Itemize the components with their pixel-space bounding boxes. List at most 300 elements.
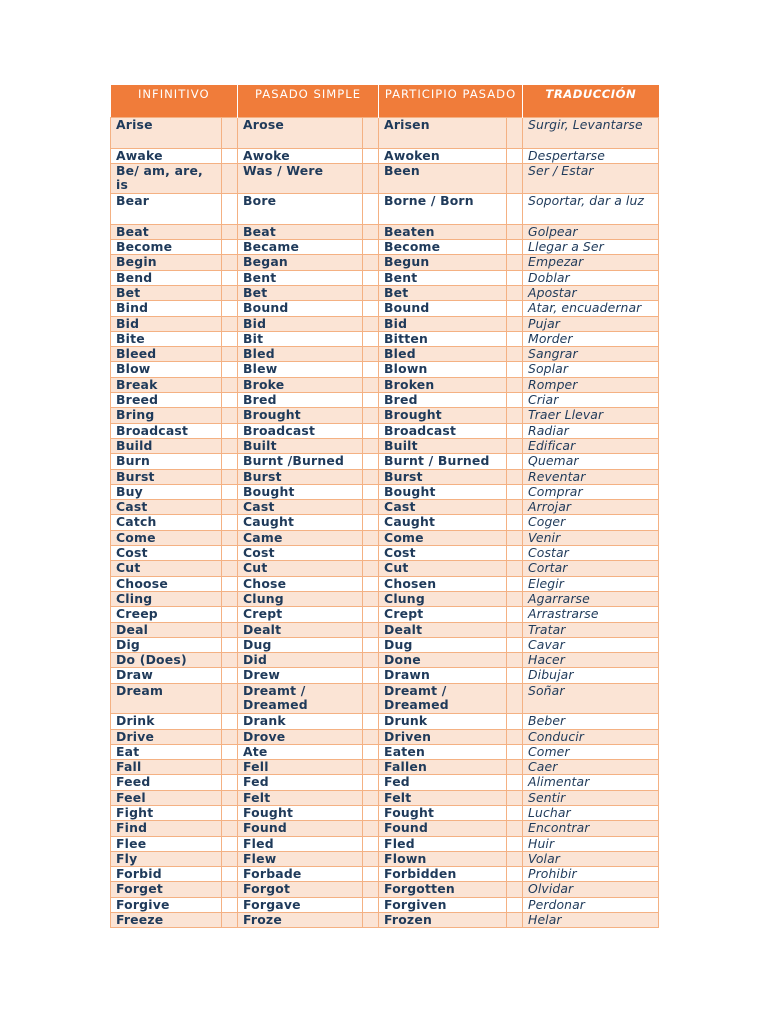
cell-spacer — [222, 821, 238, 836]
cell-spacer — [363, 607, 379, 622]
cell-spacer — [507, 316, 523, 331]
cell-traduccion: Agarrarse — [523, 591, 659, 606]
cell-pasado-simple: Built — [238, 438, 363, 453]
cell-traduccion: Alimentar — [523, 775, 659, 790]
cell-spacer — [222, 224, 238, 239]
cell-spacer — [363, 591, 379, 606]
cell-spacer — [363, 561, 379, 576]
cell-traduccion: Arrastrarse — [523, 607, 659, 622]
cell-infinitivo: Eat — [111, 744, 222, 759]
cell-spacer — [222, 591, 238, 606]
cell-spacer — [222, 393, 238, 408]
cell-pasado-simple: Bid — [238, 316, 363, 331]
cell-spacer — [507, 438, 523, 453]
cell-spacer — [363, 653, 379, 668]
table-row — [111, 301, 659, 316]
cell-infinitivo: Dream — [111, 683, 222, 714]
cell-traduccion: Perdonar — [523, 897, 659, 912]
cell-spacer — [222, 622, 238, 637]
cell-traduccion: Olvidar — [523, 882, 659, 897]
header-participio-pasado: PARTICIPIO PASADO — [379, 85, 523, 118]
cell-participio-pasado: Cut — [379, 561, 507, 576]
cell-infinitivo: Bet — [111, 285, 222, 300]
cell-infinitivo: Creep — [111, 607, 222, 622]
cell-pasado-simple: Cast — [238, 500, 363, 515]
table-row — [111, 408, 659, 423]
cell-infinitivo: Awake — [111, 148, 222, 163]
cell-spacer — [222, 805, 238, 820]
cell-spacer — [222, 897, 238, 912]
cell-spacer — [507, 729, 523, 744]
cell-pasado-simple: Began — [238, 255, 363, 270]
cell-spacer — [363, 622, 379, 637]
cell-infinitivo: Cling — [111, 591, 222, 606]
cell-pasado-simple: Froze — [238, 913, 363, 928]
cell-infinitivo: Forbid — [111, 867, 222, 882]
cell-spacer — [363, 897, 379, 912]
cell-spacer — [363, 393, 379, 408]
table-row — [111, 285, 659, 300]
cell-spacer — [507, 775, 523, 790]
cell-traduccion: Volar — [523, 851, 659, 866]
cell-spacer — [222, 500, 238, 515]
cell-infinitivo: Fight — [111, 805, 222, 820]
cell-spacer — [222, 775, 238, 790]
cell-participio-pasado: Come — [379, 530, 507, 545]
header-pasado-simple: PASADO SIMPLE — [238, 85, 379, 118]
table-row — [111, 576, 659, 591]
cell-traduccion: Venir — [523, 530, 659, 545]
cell-participio-pasado: Clung — [379, 591, 507, 606]
cell-participio-pasado: Dreamt / Dreamed — [379, 683, 507, 714]
cell-infinitivo: Buy — [111, 484, 222, 499]
cell-traduccion: Ser / Estar — [523, 163, 659, 194]
cell-spacer — [363, 224, 379, 239]
cell-traduccion: Atar, encuadernar — [523, 301, 659, 316]
table-body — [111, 118, 659, 928]
cell-pasado-simple: Forbade — [238, 867, 363, 882]
cell-participio-pasado: Brought — [379, 408, 507, 423]
cell-infinitivo: Bite — [111, 331, 222, 346]
cell-spacer — [222, 454, 238, 469]
cell-spacer — [222, 347, 238, 362]
cell-spacer — [507, 423, 523, 438]
cell-traduccion: Caer — [523, 760, 659, 775]
cell-spacer — [507, 546, 523, 561]
cell-participio-pasado: Crept — [379, 607, 507, 622]
cell-infinitivo: Feel — [111, 790, 222, 805]
cell-spacer — [507, 163, 523, 194]
cell-participio-pasado: Burnt / Burned — [379, 454, 507, 469]
cell-spacer — [363, 760, 379, 775]
cell-participio-pasado: Fought — [379, 805, 507, 820]
cell-spacer — [363, 377, 379, 392]
cell-infinitivo: Beat — [111, 224, 222, 239]
cell-spacer — [222, 668, 238, 683]
cell-spacer — [363, 347, 379, 362]
table-row — [111, 561, 659, 576]
cell-spacer — [222, 760, 238, 775]
cell-participio-pasado: Bought — [379, 484, 507, 499]
cell-spacer — [507, 347, 523, 362]
cell-infinitivo: Do (Does) — [111, 653, 222, 668]
cell-pasado-simple: Felt — [238, 790, 363, 805]
cell-pasado-simple: Fell — [238, 760, 363, 775]
table-header-row — [111, 85, 659, 118]
table-row — [111, 530, 659, 545]
cell-traduccion: Despertarse — [523, 148, 659, 163]
table-row — [111, 224, 659, 239]
cell-pasado-simple: Was / Were — [238, 163, 363, 194]
table-row — [111, 331, 659, 346]
cell-infinitivo: Bend — [111, 270, 222, 285]
cell-spacer — [222, 194, 238, 225]
cell-spacer — [222, 163, 238, 194]
table-row — [111, 438, 659, 453]
cell-spacer — [363, 515, 379, 530]
cell-infinitivo: Choose — [111, 576, 222, 591]
cell-spacer — [507, 148, 523, 163]
cell-traduccion: Soñar — [523, 683, 659, 714]
cell-participio-pasado: Dug — [379, 637, 507, 652]
cell-spacer — [363, 790, 379, 805]
cell-spacer — [507, 454, 523, 469]
cell-infinitivo: Bring — [111, 408, 222, 423]
cell-spacer — [507, 867, 523, 882]
cell-spacer — [507, 362, 523, 377]
table-row — [111, 653, 659, 668]
cell-infinitivo: Cut — [111, 561, 222, 576]
cell-infinitivo: Be/ am, are, is — [111, 163, 222, 194]
cell-spacer — [507, 913, 523, 928]
cell-traduccion: Radiar — [523, 423, 659, 438]
cell-spacer — [363, 867, 379, 882]
cell-infinitivo: Build — [111, 438, 222, 453]
cell-spacer — [222, 653, 238, 668]
table-row — [111, 148, 659, 163]
table-row — [111, 316, 659, 331]
cell-spacer — [507, 744, 523, 759]
cell-pasado-simple: Broadcast — [238, 423, 363, 438]
cell-spacer — [363, 454, 379, 469]
cell-pasado-simple: Crept — [238, 607, 363, 622]
cell-infinitivo: Burst — [111, 469, 222, 484]
cell-spacer — [507, 607, 523, 622]
table-row — [111, 805, 659, 820]
cell-traduccion: Criar — [523, 393, 659, 408]
cell-traduccion: Cavar — [523, 637, 659, 652]
cell-participio-pasado: Bred — [379, 393, 507, 408]
cell-spacer — [507, 653, 523, 668]
cell-traduccion: Encontrar — [523, 821, 659, 836]
cell-participio-pasado: Broadcast — [379, 423, 507, 438]
cell-traduccion: Traer Llevar — [523, 408, 659, 423]
cell-infinitivo: Become — [111, 240, 222, 255]
cell-pasado-simple: Arose — [238, 118, 363, 149]
cell-spacer — [222, 331, 238, 346]
irregular-verbs-table — [110, 85, 659, 928]
cell-spacer — [507, 530, 523, 545]
cell-spacer — [222, 790, 238, 805]
cell-infinitivo: Freeze — [111, 913, 222, 928]
cell-pasado-simple: Found — [238, 821, 363, 836]
cell-infinitivo: Broadcast — [111, 423, 222, 438]
cell-spacer — [507, 576, 523, 591]
cell-infinitivo: Forgive — [111, 897, 222, 912]
cell-spacer — [222, 744, 238, 759]
cell-participio-pasado: Arisen — [379, 118, 507, 149]
cell-participio-pasado: Built — [379, 438, 507, 453]
cell-pasado-simple: Dug — [238, 637, 363, 652]
cell-spacer — [222, 469, 238, 484]
cell-infinitivo: Come — [111, 530, 222, 545]
cell-traduccion: Golpear — [523, 224, 659, 239]
cell-participio-pasado: Drunk — [379, 714, 507, 729]
cell-participio-pasado: Fled — [379, 836, 507, 851]
cell-spacer — [363, 714, 379, 729]
cell-spacer — [222, 714, 238, 729]
cell-pasado-simple: Fought — [238, 805, 363, 820]
cell-spacer — [507, 836, 523, 851]
table-row — [111, 744, 659, 759]
cell-pasado-simple: Did — [238, 653, 363, 668]
cell-infinitivo: Draw — [111, 668, 222, 683]
cell-participio-pasado: Bent — [379, 270, 507, 285]
cell-spacer — [222, 316, 238, 331]
cell-spacer — [507, 561, 523, 576]
cell-spacer — [363, 270, 379, 285]
cell-infinitivo: Flee — [111, 836, 222, 851]
table-row — [111, 362, 659, 377]
cell-participio-pasado: Bid — [379, 316, 507, 331]
table-row — [111, 668, 659, 683]
table-row — [111, 347, 659, 362]
cell-pasado-simple: Ate — [238, 744, 363, 759]
cell-spacer — [507, 469, 523, 484]
cell-infinitivo: Fall — [111, 760, 222, 775]
cell-spacer — [222, 270, 238, 285]
cell-participio-pasado: Felt — [379, 790, 507, 805]
cell-spacer — [507, 760, 523, 775]
cell-spacer — [363, 240, 379, 255]
cell-spacer — [507, 515, 523, 530]
cell-traduccion: Conducir — [523, 729, 659, 744]
cell-spacer — [507, 224, 523, 239]
cell-infinitivo: Fly — [111, 851, 222, 866]
cell-spacer — [363, 576, 379, 591]
cell-participio-pasado: Fed — [379, 775, 507, 790]
cell-participio-pasado: Dealt — [379, 622, 507, 637]
cell-participio-pasado: Become — [379, 240, 507, 255]
cell-infinitivo: Forget — [111, 882, 222, 897]
cell-spacer — [222, 637, 238, 652]
table-row — [111, 851, 659, 866]
table-row — [111, 423, 659, 438]
cell-spacer — [363, 148, 379, 163]
cell-spacer — [363, 637, 379, 652]
cell-infinitivo: Blow — [111, 362, 222, 377]
table-row — [111, 591, 659, 606]
cell-spacer — [222, 546, 238, 561]
cell-pasado-simple: Awoke — [238, 148, 363, 163]
cell-spacer — [222, 484, 238, 499]
cell-traduccion: Doblar — [523, 270, 659, 285]
cell-spacer — [363, 316, 379, 331]
cell-spacer — [507, 790, 523, 805]
cell-spacer — [363, 255, 379, 270]
cell-pasado-simple: Blew — [238, 362, 363, 377]
cell-spacer — [222, 561, 238, 576]
cell-traduccion: Surgir, Levantarse — [523, 118, 659, 149]
cell-traduccion: Elegir — [523, 576, 659, 591]
cell-spacer — [363, 913, 379, 928]
table-row — [111, 163, 659, 194]
cell-traduccion: Helar — [523, 913, 659, 928]
cell-spacer — [363, 163, 379, 194]
cell-traduccion: Reventar — [523, 469, 659, 484]
cell-traduccion: Coger — [523, 515, 659, 530]
cell-participio-pasado: Been — [379, 163, 507, 194]
cell-spacer — [363, 331, 379, 346]
cell-spacer — [507, 683, 523, 714]
cell-spacer — [222, 408, 238, 423]
cell-infinitivo: Cost — [111, 546, 222, 561]
cell-spacer — [507, 255, 523, 270]
cell-spacer — [363, 194, 379, 225]
cell-spacer — [507, 591, 523, 606]
cell-spacer — [507, 408, 523, 423]
cell-spacer — [222, 240, 238, 255]
table-row — [111, 775, 659, 790]
cell-infinitivo: Arise — [111, 118, 222, 149]
cell-pasado-simple: Became — [238, 240, 363, 255]
cell-traduccion: Arrojar — [523, 500, 659, 515]
cell-traduccion: Pujar — [523, 316, 659, 331]
cell-spacer — [507, 285, 523, 300]
cell-participio-pasado: Flown — [379, 851, 507, 866]
cell-pasado-simple: Fled — [238, 836, 363, 851]
cell-traduccion: Dibujar — [523, 668, 659, 683]
cell-traduccion: Morder — [523, 331, 659, 346]
cell-spacer — [222, 683, 238, 714]
table-row — [111, 546, 659, 561]
cell-traduccion: Comer — [523, 744, 659, 759]
cell-traduccion: Sentir — [523, 790, 659, 805]
cell-spacer — [222, 576, 238, 591]
cell-spacer — [222, 255, 238, 270]
cell-infinitivo: Break — [111, 377, 222, 392]
cell-infinitivo: Bear — [111, 194, 222, 225]
cell-traduccion: Quemar — [523, 454, 659, 469]
table-row — [111, 484, 659, 499]
cell-infinitivo: Cast — [111, 500, 222, 515]
cell-participio-pasado: Chosen — [379, 576, 507, 591]
cell-participio-pasado: Caught — [379, 515, 507, 530]
cell-spacer — [507, 851, 523, 866]
cell-participio-pasado: Frozen — [379, 913, 507, 928]
cell-spacer — [363, 438, 379, 453]
cell-pasado-simple: Bought — [238, 484, 363, 499]
table-row — [111, 821, 659, 836]
table-row — [111, 913, 659, 928]
table-row — [111, 454, 659, 469]
cell-spacer — [507, 882, 523, 897]
table-row — [111, 500, 659, 515]
cell-traduccion: Edificar — [523, 438, 659, 453]
cell-pasado-simple: Cost — [238, 546, 363, 561]
cell-pasado-simple: Fed — [238, 775, 363, 790]
table-row — [111, 194, 659, 225]
cell-participio-pasado: Blown — [379, 362, 507, 377]
cell-traduccion: Llegar a Ser — [523, 240, 659, 255]
cell-pasado-simple: Dreamt / Dreamed — [238, 683, 363, 714]
table-row — [111, 683, 659, 714]
cell-spacer — [507, 500, 523, 515]
cell-pasado-simple: Bled — [238, 347, 363, 362]
cell-spacer — [363, 668, 379, 683]
cell-traduccion: Costar — [523, 546, 659, 561]
table-row — [111, 377, 659, 392]
cell-infinitivo: Breed — [111, 393, 222, 408]
cell-spacer — [507, 637, 523, 652]
cell-infinitivo: Catch — [111, 515, 222, 530]
cell-spacer — [363, 851, 379, 866]
cell-spacer — [222, 607, 238, 622]
cell-spacer — [507, 118, 523, 149]
cell-spacer — [363, 484, 379, 499]
table-row — [111, 607, 659, 622]
cell-spacer — [363, 744, 379, 759]
cell-infinitivo: Find — [111, 821, 222, 836]
cell-spacer — [222, 148, 238, 163]
cell-traduccion: Huir — [523, 836, 659, 851]
cell-infinitivo: Bleed — [111, 347, 222, 362]
cell-pasado-simple: Burst — [238, 469, 363, 484]
cell-participio-pasado: Beaten — [379, 224, 507, 239]
cell-spacer — [222, 301, 238, 316]
cell-spacer — [507, 897, 523, 912]
cell-pasado-simple: Forgot — [238, 882, 363, 897]
cell-spacer — [222, 913, 238, 928]
cell-participio-pasado: Burst — [379, 469, 507, 484]
cell-spacer — [507, 714, 523, 729]
cell-spacer — [363, 775, 379, 790]
cell-traduccion: Hacer — [523, 653, 659, 668]
table-row — [111, 118, 659, 149]
cell-pasado-simple: Forgave — [238, 897, 363, 912]
cell-participio-pasado: Bet — [379, 285, 507, 300]
cell-pasado-simple: Cut — [238, 561, 363, 576]
cell-spacer — [363, 821, 379, 836]
cell-pasado-simple: Brought — [238, 408, 363, 423]
cell-infinitivo: Deal — [111, 622, 222, 637]
cell-spacer — [363, 546, 379, 561]
table-row — [111, 240, 659, 255]
cell-infinitivo: Begin — [111, 255, 222, 270]
table-row — [111, 760, 659, 775]
cell-spacer — [507, 377, 523, 392]
cell-spacer — [507, 270, 523, 285]
table-row — [111, 714, 659, 729]
cell-participio-pasado: Forbidden — [379, 867, 507, 882]
cell-traduccion: Tratar — [523, 622, 659, 637]
cell-spacer — [222, 285, 238, 300]
table-row — [111, 897, 659, 912]
cell-traduccion: Empezar — [523, 255, 659, 270]
cell-traduccion: Prohibir — [523, 867, 659, 882]
cell-spacer — [363, 805, 379, 820]
cell-traduccion: Soplar — [523, 362, 659, 377]
